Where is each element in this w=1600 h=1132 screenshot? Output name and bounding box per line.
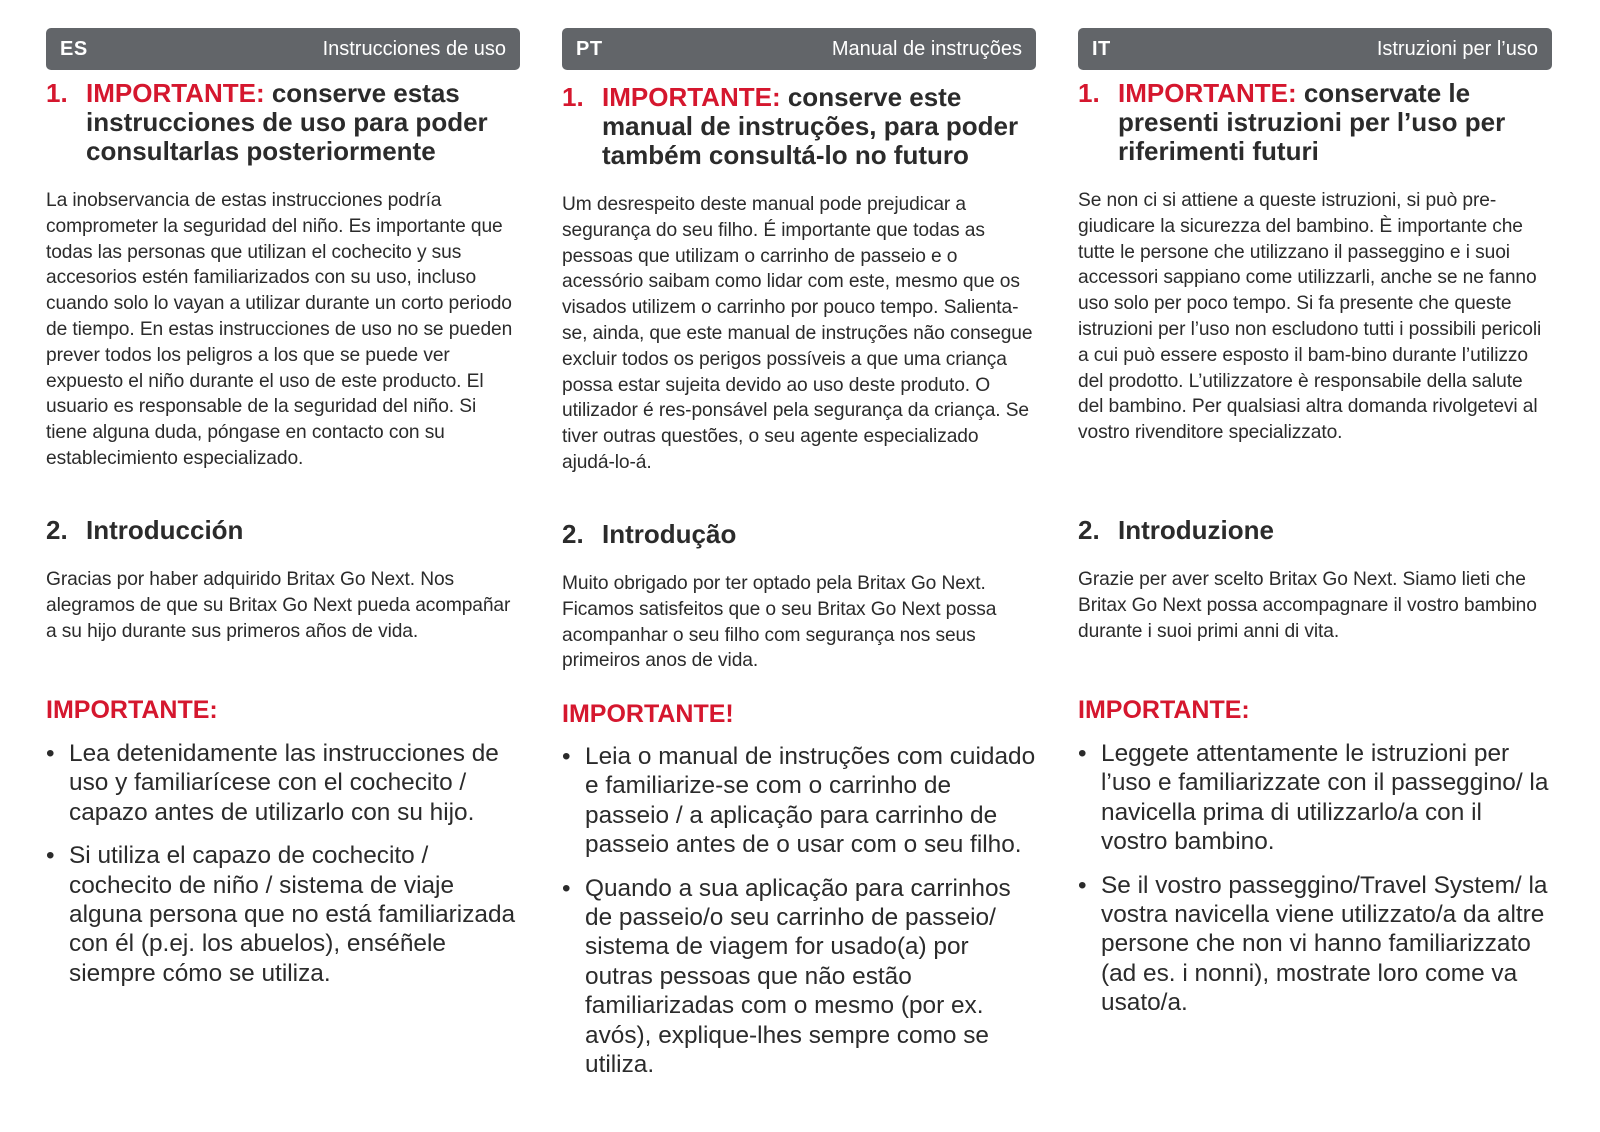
section-number: 1. (562, 82, 584, 112)
section-title (602, 83, 1036, 170)
section-title-rest: conservate le presenti istruzioni per l’uso per riferimenti futuri (1118, 78, 1506, 166)
language-header-title: Istruzioni per l’uso (1376, 37, 1538, 60)
language-header-bar-es (46, 28, 520, 70)
list-item (46, 739, 520, 827)
section-1-heading (562, 83, 1036, 170)
section-title (1118, 79, 1552, 166)
language-code: PT (576, 37, 603, 60)
section-title: Introduzione (1118, 515, 1274, 545)
section-2-heading (562, 520, 1036, 549)
list-item (1078, 871, 1552, 1018)
column-es (46, 28, 520, 987)
list-item (1078, 739, 1552, 857)
important-heading: IMPORTANTE: (46, 696, 218, 724)
section-number: 2. (562, 519, 584, 549)
section-1-heading (46, 79, 520, 166)
bullet-icon: • (1078, 740, 1087, 767)
language-header-title: Manual de instruções (831, 37, 1022, 60)
bullet-text: Leia o manual de instruções com cuidado e familiarize-se com o carrinho de passeio / a aplicação para carrinho de passeio antes de o usar com o seu filho. (585, 743, 1036, 859)
section-number: 2. (1078, 515, 1100, 545)
column-it (1078, 28, 1552, 1017)
section-title: Introducción (86, 515, 244, 545)
bullet-text: Leggete attentamente le istruzioni per l’uso e familiarizzate con il passeggino/ la navicella prima di utilizzarlo/a con il vostro bambino. (1101, 740, 1549, 856)
important-heading: IMPORTANTE! (562, 700, 734, 728)
language-code: ES (60, 37, 88, 60)
language-code: IT (1092, 37, 1111, 60)
column-pt (562, 28, 1036, 1079)
section-1-body: La inobservancia de estas instrucciones podría comprometer la seguridad del niño. Es importante que todas las personas que utilizan el cochecito y sus accesorios estén familiarizados con su uso, incluso cuando solo lo vayan a utilizar durante un corto periodo de tiempo. En estas instrucciones de uso no se pueden prever todos los peligros a los que se puede ver expuesto el niño durante el uso de este producto. El usuario es responsable de la seguridad del niño. Si tiene alguna duda, póngase en contacto con su establecimiento especializado. (46, 190, 513, 469)
section-number: 1. (46, 78, 68, 108)
section-2-heading (46, 516, 520, 545)
section-2-body: Grazie per aver scelto Britax Go Next. Siamo lieti che Britax Go Next possa accompagnare il vostro bambino durante i suoi primi anni di vita. (1078, 569, 1537, 642)
section-title (86, 79, 520, 166)
list-item (562, 874, 1036, 1080)
important-lead: IMPORTANTE: (602, 82, 781, 112)
bullet-icon: • (46, 740, 55, 767)
section-1-body: Um desrespeito deste manual pode prejudicar a segurança do seu filho. É importante que todas as pessoas que utilizam o carrinho de passeio e o acessório saibam como lidar com este, mesmo que os visados utilizem o carrinho por pouco tempo. Salienta-se, ainda, que este manual de instruções não consegue excluir todos os perigos possíveis a que uma criança possa estar sujeita devido ao uso deste produto. O utilizador é res-ponsável pela segurança da criança. Se tiver outras questões, o seu agente especializado ajudá-lo-á. (562, 194, 1033, 473)
bullet-icon: • (562, 743, 571, 770)
list-item (46, 841, 520, 988)
section-number: 1. (1078, 78, 1100, 108)
bullet-icon: • (562, 874, 571, 902)
section-title-rest: conserve este manual de instruções, para poder também consultá-lo no futuro (602, 82, 1019, 170)
important-lead: IMPORTANTE: (1118, 78, 1297, 108)
section-1-body: Se non ci si attiene a queste istruzioni, si può pre-giudicare la sicurezza del bambino. È importante che tutte le persone che utilizzano il passeggino e i suoi accessori sappiano come utilizzarli, anche se ne fanno uso solo per poco tempo. Si fa presente che queste istruzioni per l’uso non escludono tutti i possibili pericoli a cui può essere esposto il bam-bino durante l’utilizzo del prodotto. L’utilizzatore è responsabile della salute del bambino. Per qualsiasi altra domanda rivolgetevi al vostro rivenditore specializzato. (1078, 190, 1542, 444)
section-title: Introdução (602, 519, 737, 549)
important-heading: IMPORTANTE: (1078, 696, 1250, 724)
bullet-text: Lea detenidamente las instrucciones de uso y familiarícese con el cochecito / capazo antes de utilizarlo con su hijo. (69, 740, 499, 826)
bullet-text: Quando a sua aplicação para carrinhos de passeio/o seu carrinho de passeio/ sistema de viagem for usado(a) por outras pessoas que não estão familiarizadas com o mesmo (por ex. avós), explique-lhes sempre como se utiliza. (585, 874, 1011, 1079)
language-header-bar-pt (562, 28, 1036, 70)
language-header-bar-it (1078, 28, 1552, 70)
section-title-rest: conserve estas instrucciones de uso para poder consultarlas posteriormente (86, 78, 488, 166)
list-item (562, 742, 1036, 860)
bullet-icon: • (1078, 871, 1087, 899)
section-1-heading (1078, 79, 1552, 166)
bullet-text: Si utiliza el capazo de cochecito / cochecito de niño / sistema de viaje alguna persona que no está familiarizada con él (p.ej. los abuelos), enséñele siempre cómo se utiliza. (69, 842, 516, 987)
section-2-body: Muito obrigado por ter optado pela Britax Go Next. Ficamos satisfeitos que o seu Britax Go Next possa acompanhar o seu filho com segurança nos seus primeiros anos de vida. (562, 573, 997, 672)
section-number: 2. (46, 515, 68, 545)
language-header-title: Instrucciones de uso (322, 37, 506, 60)
bullet-icon: • (46, 842, 55, 870)
section-2-body: Gracias por haber adquirido Britax Go Next. Nos alegramos de que su Britax Go Next pueda acompañar a su hijo durante sus primeros años de vida. (46, 569, 511, 642)
section-2-heading (1078, 516, 1552, 545)
important-bullet-list (562, 742, 1036, 1093)
important-bullet-list (1078, 739, 1552, 1032)
important-lead: IMPORTANTE: (86, 78, 265, 108)
important-bullet-list (46, 739, 520, 1002)
bullet-text: Se il vostro passeggino/Travel System/ la vostra navicella viene utilizzato/a da altre persone che non vi hanno familiarizzato (ad es. i nonni), mostrate loro come va usato/a. (1101, 871, 1548, 1017)
